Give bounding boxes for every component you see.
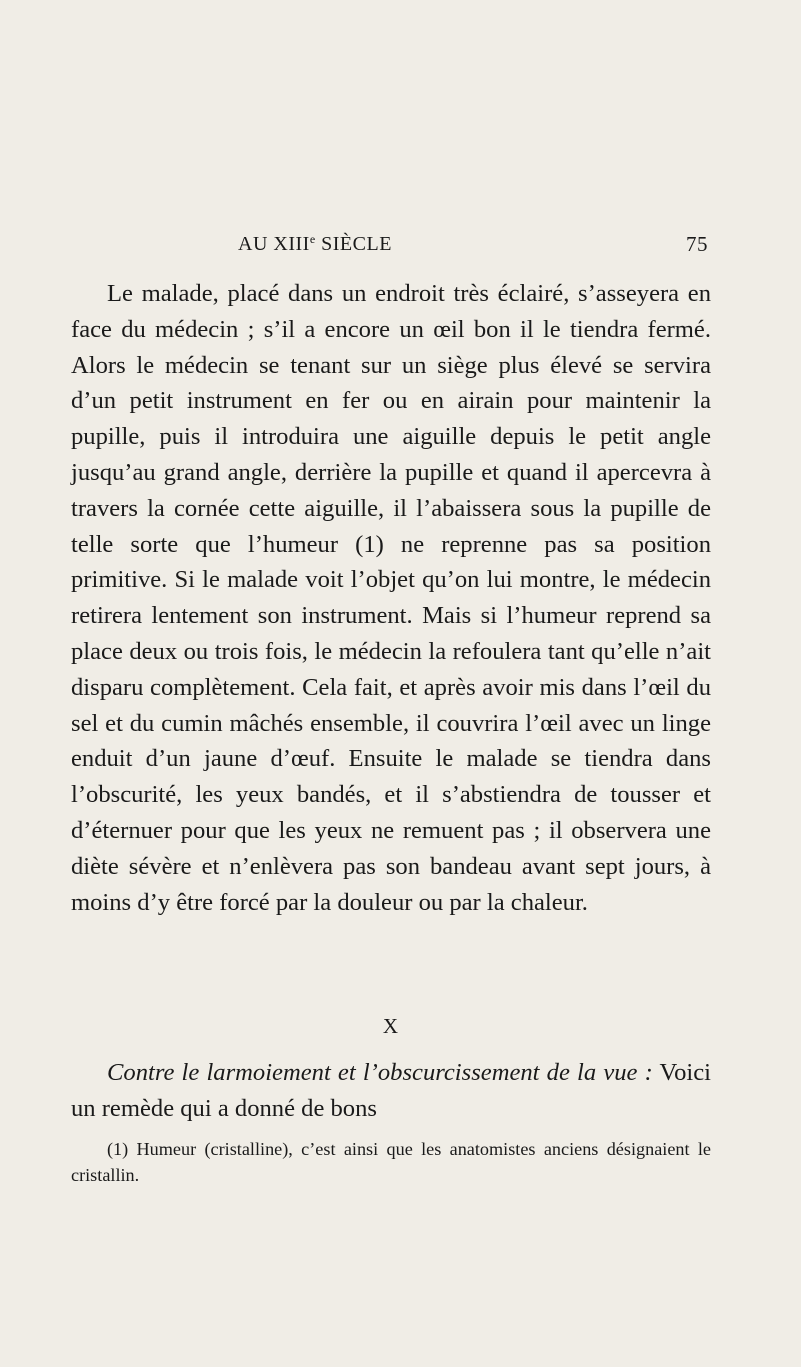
section-heading: Contre le larmoiement et l’obscurcissement de la vue : [107, 1059, 653, 1086]
section-paragraph [71, 1055, 711, 1127]
running-head-title: AU XIIIe SIÈCLE [238, 232, 392, 255]
footnote: (1) Humeur (cristalline), c’est ainsi que les anatomistes anciens désignaient le cristallin. [71, 1139, 711, 1185]
section-number: X [382, 1014, 399, 1038]
section-text: Voici un remède qui a donné de bons [71, 1059, 711, 1122]
page-number: 75 [686, 232, 708, 256]
running-head [238, 232, 708, 258]
body-paragraph: Le malade, placé dans un endroit très éclairé, s’asseyera en face du médecin ; s’il a encore un œil bon il le tiendra fermé. Alors le médecin se tenant sur un siège plus élevé se servira d’un petit instrument en fer ou en airain pour maintenir la pupille, puis il introduira une aiguille depuis le petit angle jusqu’au grand angle, derrière la pupille et quand il apercevra à travers la cornée cette aiguille, il l’abaissera sous la pupille de telle sorte que l’humeur (1) ne reprenne pas sa position primitive. Si le malade voit l’objet qu’on lui montre, le médecin retirera lentement son instrument. Mais si l’humeur reprend sa place deux ou trois fois, le médecin la refoulera tant qu’elle n’ait disparu complètement. Cela fait, et après avoir mis dans l’œil du sel et du cumin mâchés ensemble, il couvrira l’œil avec un linge enduit d’un jaune d’œuf. Ensuite le malade se tiendra dans l’obscurité, les yeux bandés, et il s’abstiendra de tousser et d’éternuer pour que les yeux ne remuent pas ; il observera une diète sévère et n’enlèvera pas son bandeau avant sept jours, à moins d’y être forcé par la douleur ou par la chaleur. [71, 280, 711, 916]
